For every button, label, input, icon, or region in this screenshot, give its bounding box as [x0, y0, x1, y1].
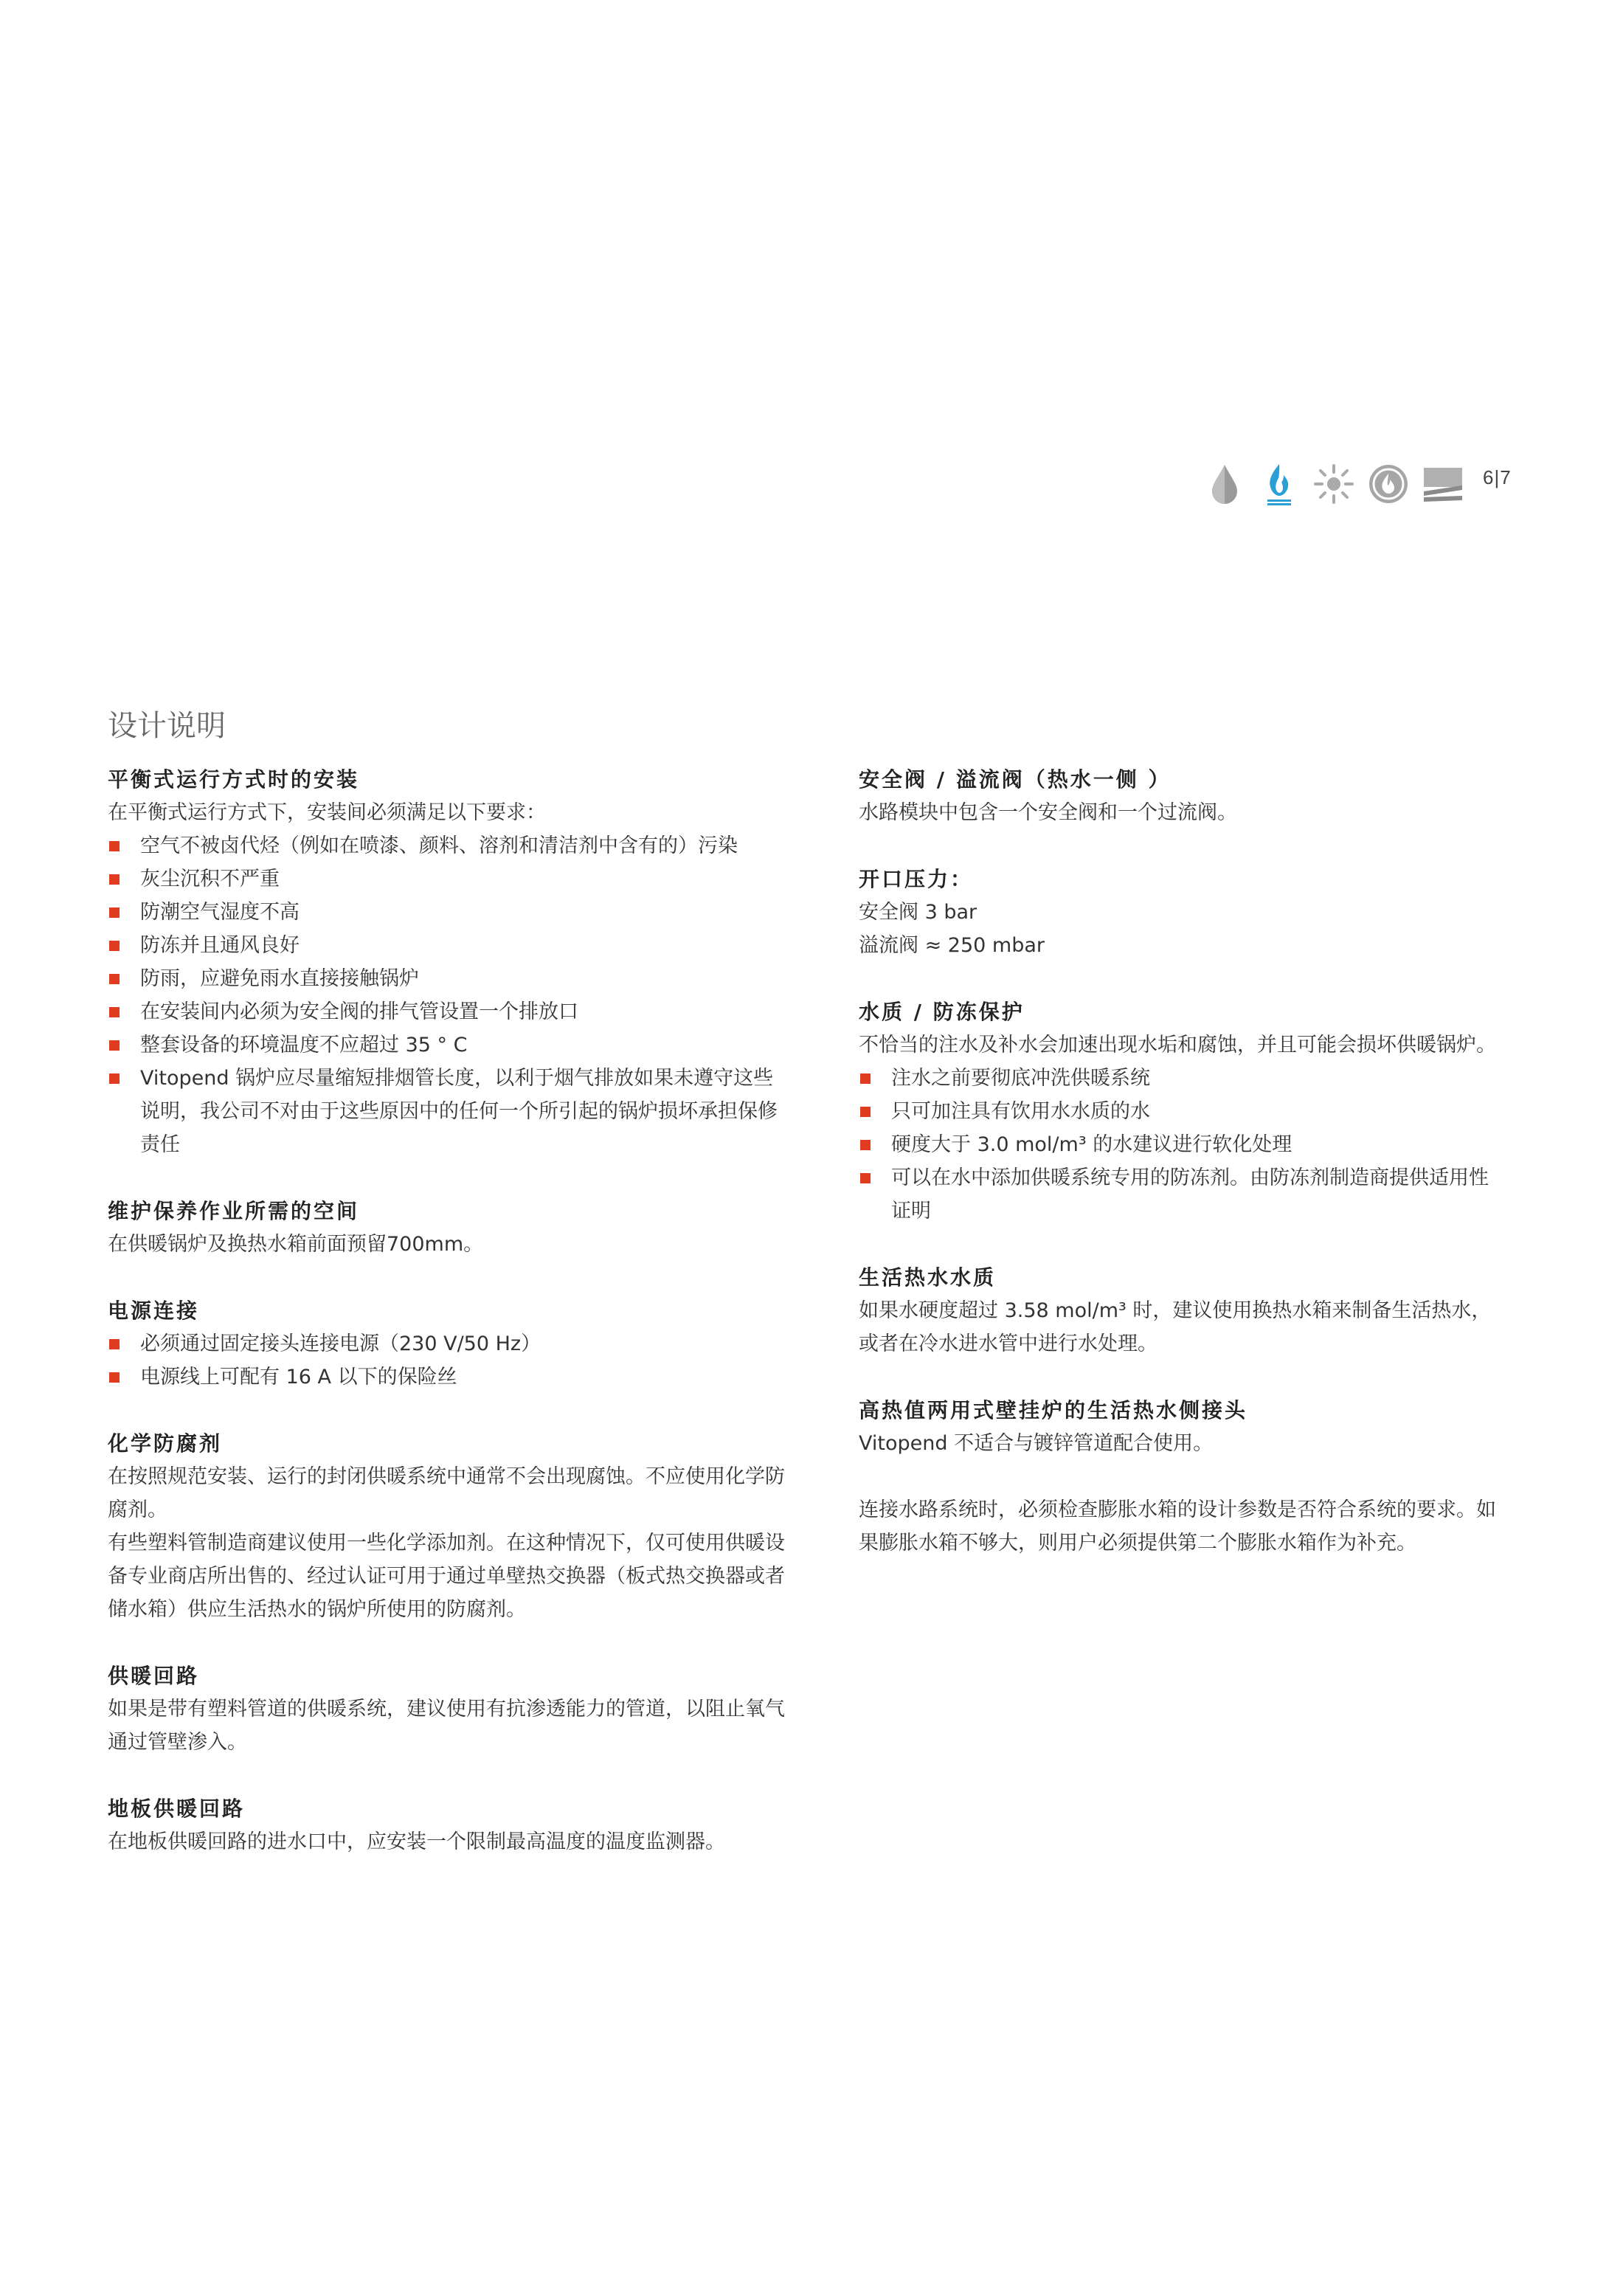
bullet-item: Vitopend 锅炉应尽量缩短排烟管长度，以利于烟气排放如果未遵守这些说明，我公司不对由于这些原因中的任何一个所引起的锅炉损坏承担保修责任 [108, 1062, 786, 1161]
bullet-item: 灰尘沉积不严重 [108, 862, 786, 896]
section-text: 溢流阀 ≈ 250 mbar [859, 934, 1045, 957]
water-drop-icon [1202, 460, 1247, 508]
sun-icon [1312, 460, 1356, 508]
section-heading: 开口压力： [859, 867, 974, 891]
section-dhw-connection [859, 1394, 1508, 1460]
section-text: 有些塑料管制造商建议使用一些化学添加剂。在这种情况下，仅可使用供暖设备专业商店所出售的、经过认证可用于通过单壁热交换器（板式热交换器或者储水箱）供应生活热水的锅炉所使用的防腐剂。 [108, 1532, 785, 1621]
left-column [108, 763, 786, 1892]
right-column [859, 763, 1508, 1593]
bullet-item: 必须通过固定接头连接电源（230 V/50 Hz） [108, 1327, 786, 1360]
section-heading: 电源连接 [108, 1299, 200, 1323]
bullet-item: 硬度大于 3.0 mol/m³ 的水建议进行软化处理 [859, 1128, 1508, 1161]
bullet-item: 防雨，应避免雨水直接接触锅炉 [108, 962, 786, 995]
section-text: 安全阀 3 bar [859, 901, 977, 924]
bullet-item: 注水之前要彻底冲洗供暖系统 [859, 1062, 1508, 1095]
bullet-item: 空气不被卤代烃（例如在喷漆、颜料、溶剂和清洁剂中含有的）污染 [108, 829, 786, 862]
bullet-item: 防潮空气湿度不高 [108, 896, 786, 929]
flow-icon [1421, 460, 1465, 508]
section-heading: 高热值两用式壁挂炉的生活热水侧接头 [859, 1398, 1248, 1422]
bullet-list [859, 1062, 1508, 1228]
section-text: 水路模块中包含一个安全阀和一个过流阀。 [859, 801, 1237, 824]
section-heading: 维护保养作业所需的空间 [108, 1199, 360, 1223]
section-heating-circuit [108, 1659, 786, 1759]
bullet-item: 整套设备的环境温度不应超过 35 ° C [108, 1028, 786, 1062]
section-text: 在地板供暖回路的进水口中，应安装一个限制最高温度的温度监测器。 [108, 1830, 725, 1853]
section-heading: 供暖回路 [108, 1664, 200, 1688]
section-heading: 化学防腐剂 [108, 1431, 223, 1456]
section-text: Vitopend 不适合与镀锌管道配合使用。 [859, 1432, 1214, 1455]
section-safety-valve [859, 763, 1508, 829]
section-text: 连接水路系统时，必须检查膨胀水箱的设计参数是否符合系统的要求。如果膨胀水箱不够大，则用户必须提供第二个膨胀水箱作为补充。 [859, 1498, 1496, 1555]
bullet-item: 可以在水中添加供暖系统专用的防冻剂。由防冻剂制造商提供适用性证明 [859, 1161, 1508, 1228]
section-heading: 地板供暖回路 [108, 1797, 246, 1821]
section-floor-heating [108, 1792, 786, 1858]
section-heading: 生活热水水质 [859, 1265, 997, 1290]
section-heading: 平衡式运行方式时的安装 [108, 767, 360, 792]
section-opening-pressure [859, 862, 1508, 962]
bullet-item: 只可加注具有饮用水水质的水 [859, 1095, 1508, 1128]
section-expansion-vessel [859, 1493, 1508, 1560]
section-text: 如果水硬度超过 3.58 mol/m³ 时，建议使用换热水箱来制备生活热水，或者在冷水进水管中进行水处理。 [859, 1299, 1492, 1355]
bullet-item: 在安装间内必须为安全阀的排气管设置一个排放口 [108, 995, 786, 1028]
section-maintenance-space [108, 1194, 786, 1261]
section-water-quality [859, 995, 1508, 1228]
section-text: 在供暖锅炉及换热水箱前面预留700mm。 [108, 1233, 484, 1256]
section-text: 不恰当的注水及补水会加速出现水垢和腐蚀，并且可能会损坏供暖锅炉。 [859, 1034, 1496, 1057]
section-chemical-preservative [108, 1427, 786, 1626]
section-text: 在平衡式运行方式下，安装间必须满足以下要求： [108, 801, 546, 824]
page-number: 6|7 [1483, 466, 1512, 488]
bullet-list [108, 829, 786, 1161]
section-heading: 安全阀 / 溢流阀（热水一侧 ） [859, 767, 1172, 792]
section-text: 如果是带有塑料管道的供暖系统，建议使用有抗渗透能力的管道，以阻止氧气通过管壁渗入。 [108, 1698, 785, 1754]
header-icons [1202, 460, 1465, 508]
bullet-list [108, 1327, 786, 1394]
page-title: 设计说明 [108, 709, 226, 743]
section-text: 在按照规范安装、运行的封闭供暖系统中通常不会出现腐蚀。不应使用化学防腐剂。 [108, 1465, 785, 1521]
gas-flame-icon [1257, 460, 1301, 508]
bullet-item: 防冻并且通风良好 [108, 929, 786, 962]
section-balanced-installation [108, 763, 786, 1161]
fire-circle-icon [1366, 460, 1411, 508]
bullet-item: 电源线上可配有 16 A 以下的保险丝 [108, 1360, 786, 1394]
section-dhw-quality [859, 1261, 1508, 1360]
section-power-connection [108, 1294, 786, 1394]
section-heading: 水质 / 防冻保护 [859, 1000, 1025, 1024]
